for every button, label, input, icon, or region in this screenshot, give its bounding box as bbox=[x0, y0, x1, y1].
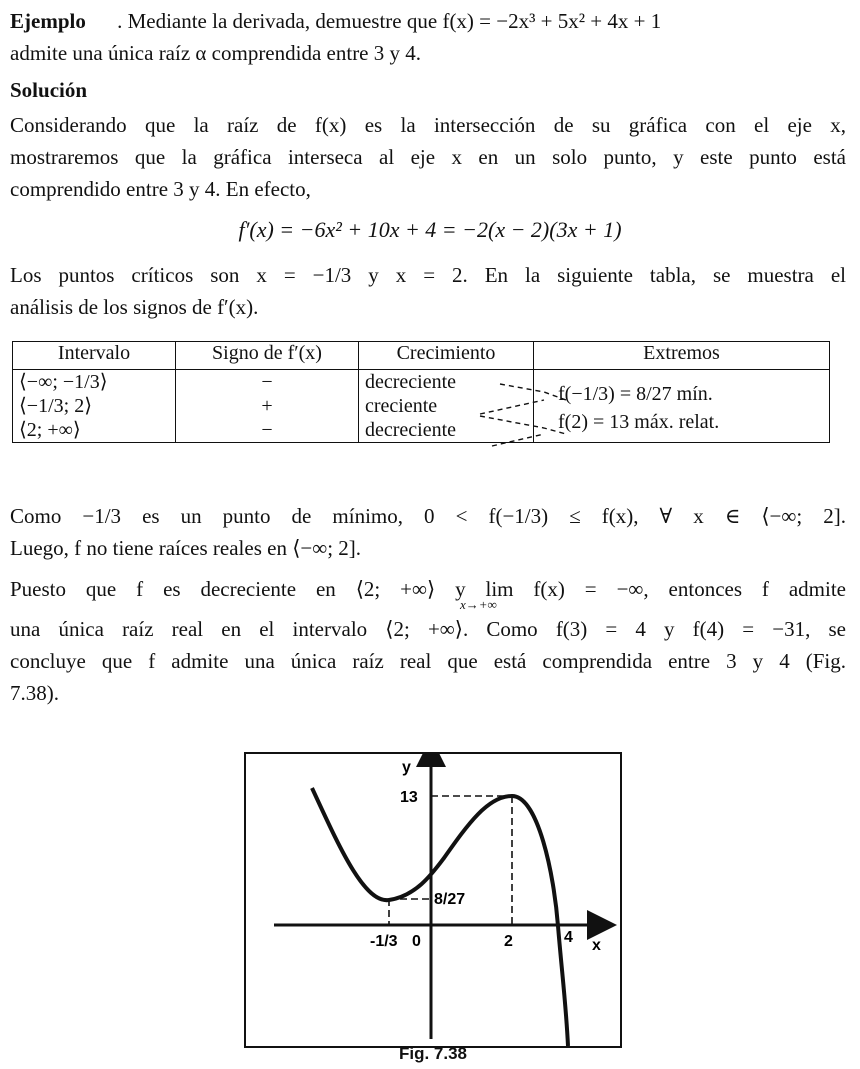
label-origin: 0 bbox=[412, 933, 421, 950]
para3-line-2: Luego, f no tiene raíces reales en ⟨−∞; 2]. bbox=[10, 536, 362, 560]
derivative-equation: f′(x) = −6x² + 10x + 4 = −2(x − 2)(3x + 1) bbox=[238, 217, 622, 242]
cubic-graph bbox=[246, 754, 620, 1046]
figure-caption: Fig. 7.38 bbox=[398, 1044, 468, 1063]
example-label: Ejemplo bbox=[10, 9, 86, 33]
interval-2: ⟨−1/3; 2⟩ bbox=[19, 395, 92, 417]
header-extremes: Extremos bbox=[534, 342, 830, 370]
example-line-1 bbox=[10, 8, 661, 34]
cubic-curve bbox=[312, 788, 568, 1046]
header-growth: Crecimiento bbox=[359, 342, 534, 370]
header-sign: Signo de f′(x) bbox=[176, 342, 359, 370]
table-header-row bbox=[13, 342, 830, 370]
label-minus-one-third: -1/3 bbox=[370, 933, 398, 950]
para4-line-2: una única raíz real en el intervalo ⟨2; +∞⟩. Como f(3) = 4 y f(4) = −31, se bbox=[10, 617, 846, 641]
header-interval: Intervalo bbox=[13, 342, 176, 370]
dash-decreciente-min bbox=[500, 384, 566, 400]
para4-line-3: concluye que f admite una única raíz real que está comprendida entre 3 y 4 (Fig. bbox=[10, 649, 846, 673]
para1-line-2: mostraremos que la gráfica interseca al eje x en un solo punto, y este punto está bbox=[10, 145, 846, 169]
dash-creciente-max bbox=[480, 416, 566, 434]
sign-3: − bbox=[261, 419, 273, 441]
para1-line-3: comprendido entre 3 y 4. En efecto, bbox=[10, 177, 311, 201]
solution-heading: Solución bbox=[10, 78, 88, 102]
y-axis-label: y bbox=[402, 759, 411, 776]
dash-decreciente-max bbox=[492, 434, 544, 446]
para2-line-2: análisis de los signos de f′(x). bbox=[10, 295, 259, 319]
x-axis-label: x bbox=[592, 937, 601, 954]
para2-line-1: Los puntos críticos son x = −1/3 y x = 2. En la siguiente tabla, se muestra el bbox=[10, 263, 846, 287]
growth-2: creciente bbox=[365, 395, 438, 417]
example-statement-2: admite una única raíz α comprendida entre 3 y 4. bbox=[10, 41, 422, 65]
figure-7-38 bbox=[244, 752, 622, 1048]
para1-line-1: Considerando que la raíz de f(x) es la intersección de su gráfica con el eje x, bbox=[10, 113, 846, 137]
growth-1: decreciente bbox=[365, 371, 457, 393]
growth-3: decreciente bbox=[365, 419, 457, 441]
label-2: 2 bbox=[504, 933, 513, 950]
example-statement-1: . Mediante la derivada, demuestre que f(x) = −2x³ + 5x² + 4x + 1 bbox=[117, 9, 662, 33]
label-13: 13 bbox=[400, 789, 418, 806]
interval-1: ⟨−∞; −1/3⟩ bbox=[19, 371, 108, 393]
extreme-min: f(−1/3) = 8/27 mín. bbox=[558, 383, 713, 405]
para4-line-4: 7.38). bbox=[10, 681, 59, 705]
sign-1: − bbox=[261, 371, 273, 393]
extreme-max: f(2) = 13 máx. relat. bbox=[558, 411, 720, 433]
para3-line-1: Como −1/3 es un punto de mínimo, 0 < f(−1/3) ≤ f(x), ∀ x ∈ ⟨−∞; 2]. bbox=[10, 504, 846, 528]
sign-2: + bbox=[261, 395, 273, 417]
table-connector-lines bbox=[0, 370, 860, 470]
label-4: 4 bbox=[564, 929, 573, 946]
para4-line-1: Puesto que f es decreciente en ⟨2; +∞⟩ y lim f(x) = −∞, entonces f admite bbox=[10, 577, 846, 601]
label-8-27: 8/27 bbox=[434, 891, 466, 908]
dash-creciente-min bbox=[480, 400, 544, 414]
interval-3: ⟨2; +∞⟩ bbox=[19, 419, 81, 441]
limit-subscript: x→+∞ bbox=[460, 597, 497, 612]
